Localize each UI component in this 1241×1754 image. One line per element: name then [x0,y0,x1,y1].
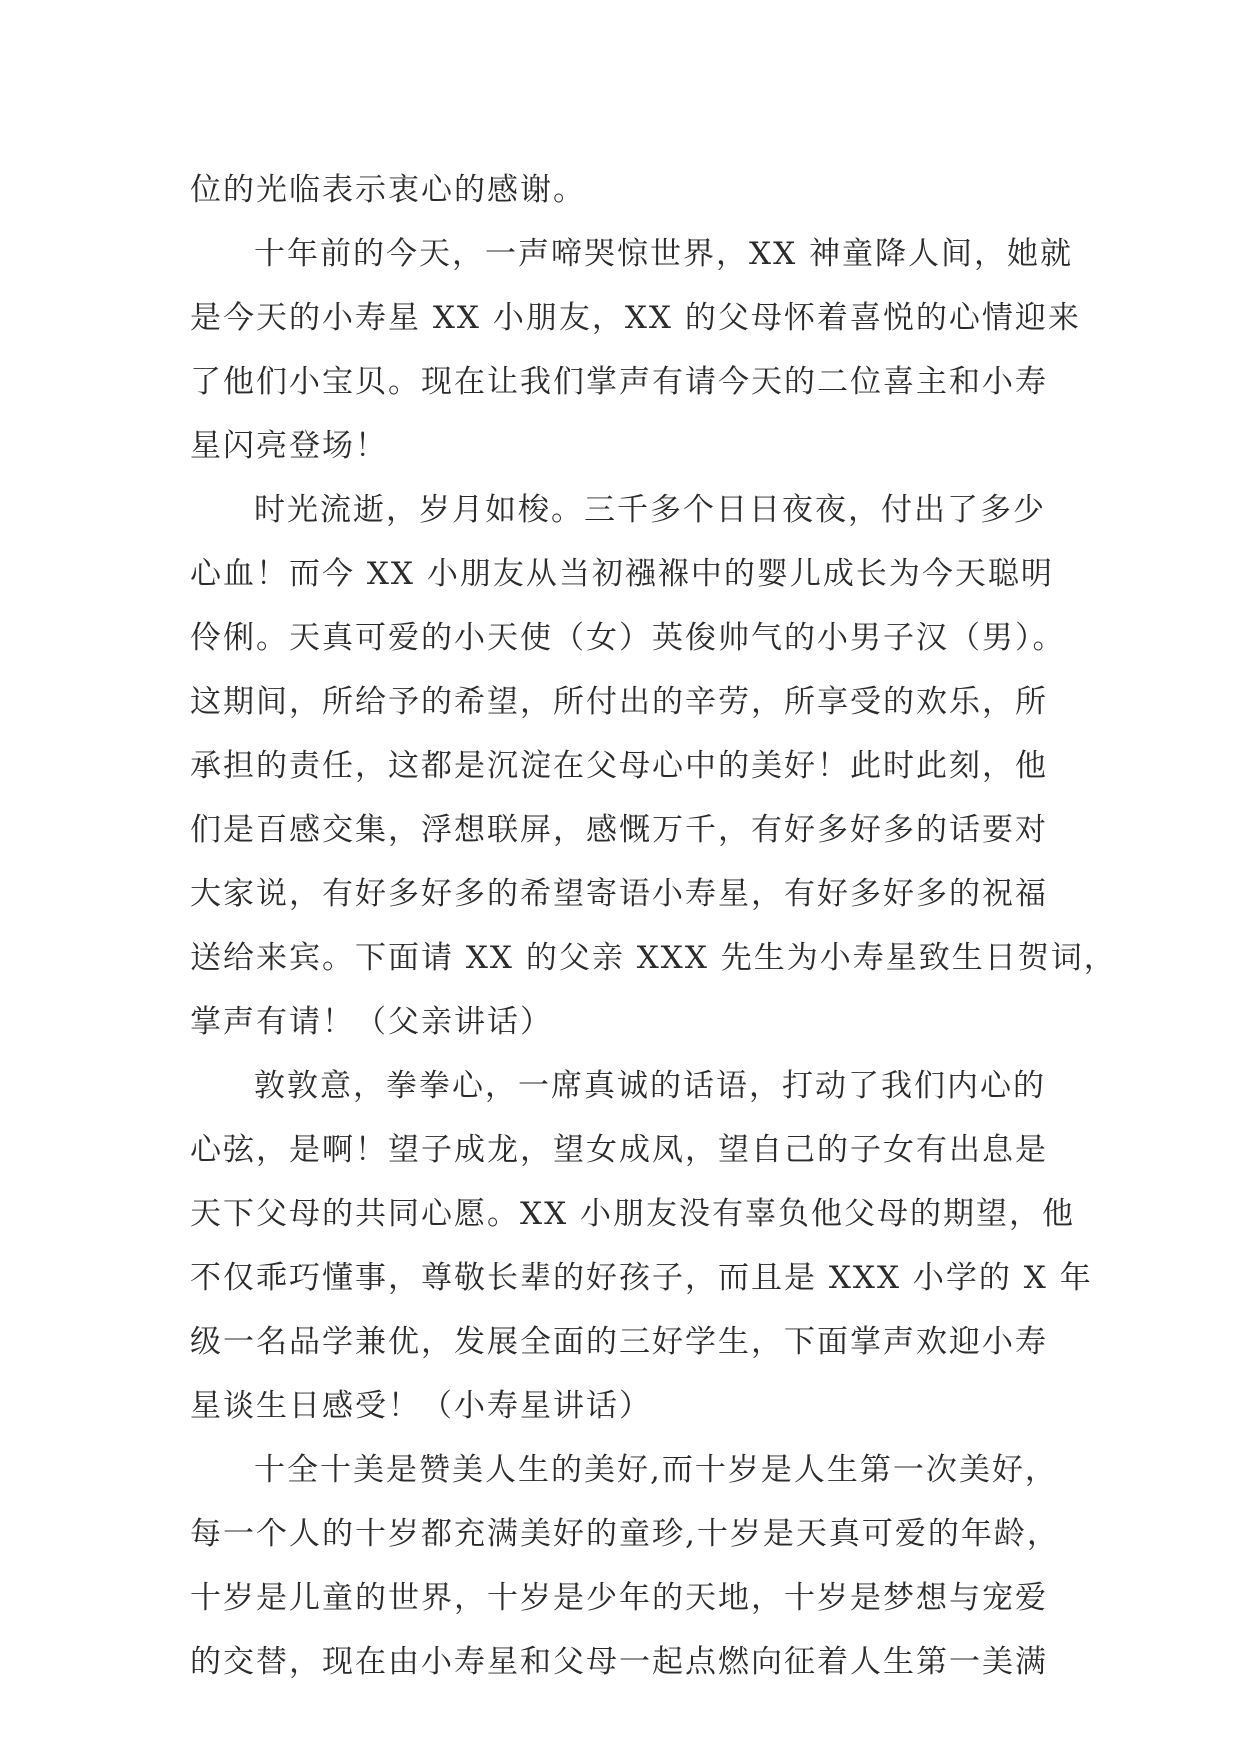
text-line: 级一名品学兼优，发展全面的三好学生，下面掌声欢迎小寿 [190,1324,1048,1360]
paragraph-first-line: 敦敦意，拳拳心，一席真诚的话语，打动了我们内心的 [254,1068,1046,1104]
text-line: 送给来宾。下面请 XX 的父亲 XXX 先生为小寿星致生日贺词， [190,940,1117,976]
text-line: 位的光临表示衷心的感谢。 [190,172,586,208]
text-line: 十岁是儿童的世界，十岁是少年的天地，十岁是梦想与宠爱 [190,1580,1048,1616]
document-body [190,158,1117,1694]
text-line: 承担的责任，这都是沉淀在父母心中的美好！此时此刻，他 [190,748,1048,784]
text-line: 这期间，所给予的希望，所付出的辛劳，所享受的欢乐，所 [190,684,1048,720]
paragraph-first-line: 时光流逝，岁月如梭。三千多个日日夜夜，付出了多少 [254,492,1046,528]
text-line: 掌声有请！（父亲讲话） [190,1004,553,1040]
text-line: 了他们小宝贝。现在让我们掌声有请今天的二位喜主和小寿 [190,364,1048,400]
text-line: 们是百感交集，浮想联屏，感慨万千，有好多好多的话要对 [190,812,1048,848]
paragraph-first-line: 十全十美是赞美人生的美好,而十岁是人生第一次美好， [254,1452,1058,1488]
paragraph-first-line: 十年前的今天，一声啼哭惊世界，XX 神童降人间，她就 [254,236,1073,272]
text-line: 伶俐。天真可爱的小天使（女）英俊帅气的小男子汉（男）。 [190,620,1066,656]
text-line: 心弦，是啊！望子成龙，望女成凤，望自己的子女有出息是 [190,1132,1048,1168]
text-line: 是今天的小寿星 XX 小朋友，XX 的父母怀着喜悦的心情迎来 [190,300,1081,336]
text-line: 的交替，现在由小寿星和父母一起点燃向征着人生第一美满 [190,1644,1048,1680]
text-line: 星闪亮登场！ [190,428,388,464]
text-line: 星谈生日感受！（小寿星讲话） [190,1388,652,1424]
text-line: 大家说，有好多好多的希望寄语小寿星，有好多好多的祝福 [190,876,1048,912]
text-line: 每一个人的十岁都充满美好的童珍,十岁是天真可爱的年龄， [190,1516,1060,1552]
text-line: 心血！而今 XX 小朋友从当初襁褓中的婴儿成长为今天聪明 [190,556,1054,592]
text-line: 不仅乖巧懂事，尊敬长辈的好孩子，而且是 XXX 小学的 X 年 [190,1260,1093,1296]
text-line: 天下父母的共同心愿。XX 小朋友没有辜负他父母的期望，他 [190,1196,1075,1232]
